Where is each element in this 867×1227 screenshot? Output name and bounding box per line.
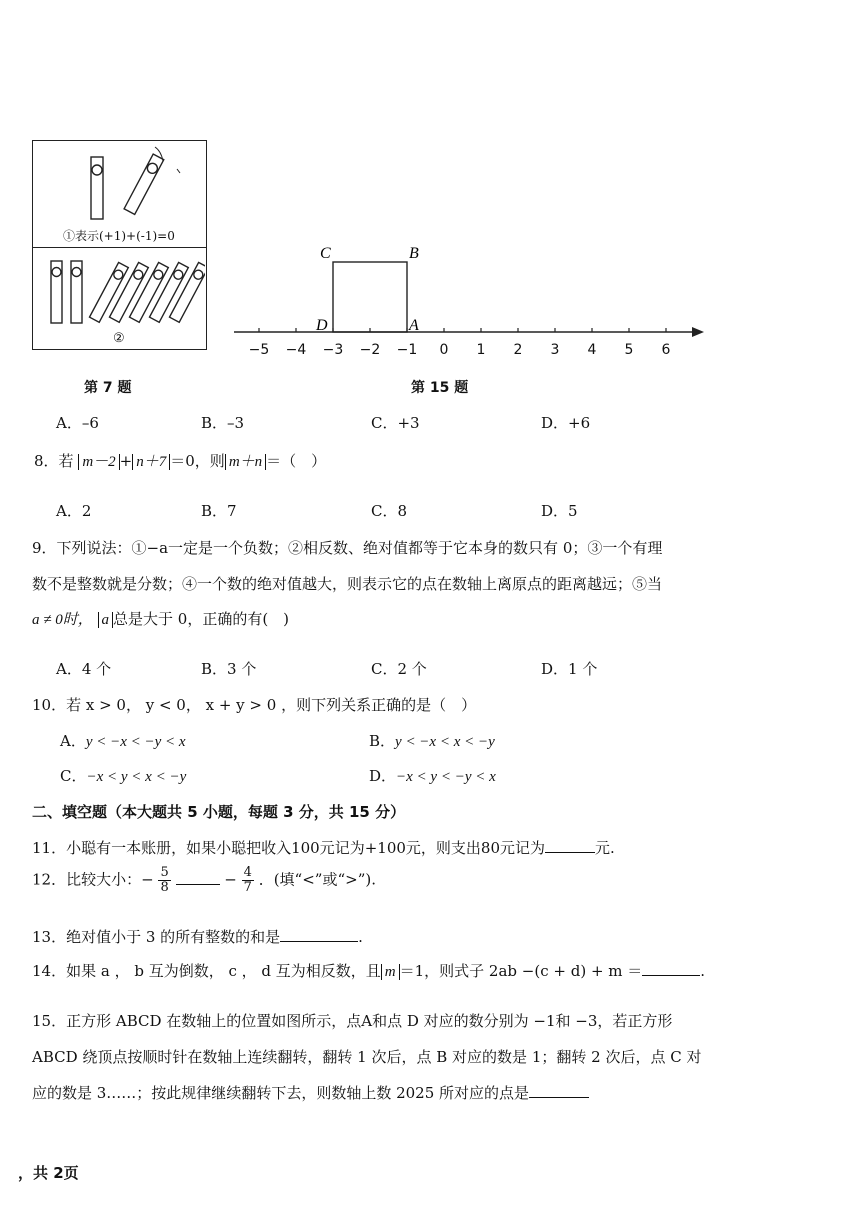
number-line-tick-label: 1 [476,342,486,358]
q7-option-b[interactable] [201,412,244,433]
figure-15-number-line [230,238,710,358]
q14-answer-blank[interactable] [642,975,700,976]
q8-end: ＝（ ） [266,452,327,470]
figure-7-label: 第 7 题 [84,380,132,396]
q8-stem [34,450,326,471]
number-line-tick-label: 0 [439,342,449,358]
option-text: 5 [568,502,578,520]
q13-answer-blank[interactable] [280,941,358,942]
number-line-tick-label: −1 [396,342,418,358]
q15-line-2: ABCD 绕顶点按顺时针在数轴上连续翻转，翻转 1 次后，点 B 对应的数是 1；翻转 2 次后，点 C 对 [32,1048,702,1066]
q15-text: 应的数是 3……；按此规律继续翻转下去，则数轴上数 2025 所对应的点是 [32,1084,530,1102]
negative-stick [124,154,164,214]
q15-line-3 [32,1082,589,1103]
option-text: y < −x < x < −y [395,734,495,750]
option-text: –6 [81,414,99,432]
section-2-title: 二、填空题（本大题共 5 小题，每题 3 分，共 15 分） [32,803,406,821]
panel-divider [33,247,206,248]
number-line-tick-label: 2 [513,342,523,358]
option-text: 2 [81,502,92,520]
q8-abs-2: n＋7 [132,454,170,470]
option-text: +6 [568,414,591,432]
q12-text: 12．比较大小：− [32,870,154,889]
q8-mid: ＝0，则 [170,452,225,470]
page-footer: ，共 2页 [18,1164,79,1182]
number-line-arrow [692,327,704,337]
option-letter: B． [369,732,396,750]
q14-expression: ＝1，则式子 2ab −(c + d) + m ＝ [399,962,643,980]
option-letter: C． [371,660,398,678]
option-letter: D． [369,767,397,785]
option-text: −x < y < x < −y [86,769,187,785]
vertex-label-b: B [409,245,419,262]
option-text: 2 个 [397,660,427,678]
q7-option-a[interactable] [56,412,99,433]
q14 [32,960,705,981]
number-line-tick-label: 3 [550,342,560,358]
q9-option-d[interactable] [541,658,597,679]
number-line-tick-label: −4 [285,342,307,358]
number-line-tick-label: −2 [359,342,381,358]
q11-text: 11．小聪有一本账册，如果小聪把收入100元记为+100元，则支出80元记为 [32,839,546,857]
number-line-tick-label: 4 [587,342,597,358]
option-letter: D． [541,660,569,678]
number-line-tick-label: 6 [661,342,671,358]
q7-option-d[interactable] [541,412,590,433]
q12-hint: ．(填“<”或“>”). [258,870,376,889]
denominator: 7 [243,880,252,895]
q15-answer-blank[interactable] [529,1097,589,1098]
number-line-tick-label: 5 [624,342,634,358]
q9-line-1: 9．下列说法：①−a一定是一个负数；②相反数、绝对值都等于它本身的数只有 0；③一个有理 [32,539,663,557]
q9-option-b[interactable] [201,658,256,679]
figure-7-box [32,140,207,350]
q10-option-d[interactable] [369,765,496,786]
q9-option-a[interactable] [56,658,111,679]
q7-option-c[interactable] [371,412,420,433]
option-letter: C． [371,414,398,432]
option-letter: A． [60,732,86,750]
q13 [32,926,363,947]
numerator: 5 [160,865,169,880]
q14-text: 14．如果 a ， b 互为倒数， c ， d 互为相反数，且 [32,962,381,980]
option-letter: C． [371,502,398,520]
figure-7-caption-1: ①表示(+1)+(-1)=0 [63,229,175,243]
q9-option-c[interactable] [371,658,427,679]
vertex-label-d: D [316,317,328,334]
q9-line-2: 数不是整数就是分数；④一个数的绝对值越大，则表示它的点在数轴上离原点的距离越远；⑤当 [32,575,663,593]
fraction-4-7 [242,866,254,895]
option-text: 4 个 [81,660,112,678]
option-text: 8 [397,502,408,520]
q8-abs-1: m－2 [78,454,119,470]
option-text: y < −x < −y < x [85,734,186,750]
option-text: –3 [227,414,245,432]
q12-answer-blank[interactable] [176,884,220,885]
q8-option-d[interactable] [541,500,578,521]
q10-stem: 10．若 x > 0， y < 0， x + y > 0 ，则下列关系正确的是（ ） [32,696,477,714]
q13-period: . [358,928,363,946]
q9-abs-a: a [98,612,114,628]
number-line-tick-label: −3 [322,342,344,358]
option-letter: D． [541,502,569,520]
q8-option-b[interactable] [201,500,237,521]
q14-period: . [700,962,706,980]
option-letter: C． [60,767,87,785]
vertex-label-a: A [409,317,419,334]
counting-sticks-figure [33,141,205,348]
numerator: 4 [243,865,252,880]
positive-stick [91,157,103,219]
option-text: 3 个 [227,660,257,678]
q9-condition: a ≠ 0时， [32,612,93,628]
q12-minus: − [224,870,237,889]
denominator: 8 [160,880,169,895]
option-letter: B． [201,660,228,678]
square-abcd [333,262,407,332]
q10-option-a[interactable] [60,730,186,751]
q10-option-c[interactable] [60,765,186,786]
q11-unit: 元. [595,839,615,857]
number-line-tick-label: −5 [248,342,270,358]
q13-text: 13．绝对值小于 3 的所有整数的和是 [32,928,281,946]
option-text: −x < y < −y < x [396,769,496,785]
q8-plus: + [119,452,133,470]
q8-prefix: 8．若 [34,452,74,470]
option-letter: A． [56,414,82,432]
q8-option-a[interactable] [56,500,91,521]
option-text: 7 [227,502,237,520]
q9-tail: 总是大于 0，正确的有( ) [113,610,290,628]
option-letter: A． [56,502,82,520]
figure-7-caption-2: ② [113,331,125,346]
q11-answer-blank[interactable] [545,852,595,853]
q8-abs-3: m＋n [225,454,266,470]
option-letter: B． [201,502,228,520]
q10-option-b[interactable] [369,730,495,751]
option-letter: A． [56,660,82,678]
option-letter: D． [541,414,569,432]
vertex-label-c: C [320,245,331,262]
option-text: 1 个 [568,660,598,678]
option-text: +3 [397,414,420,432]
option-letter: B． [201,414,228,432]
figure-15-label: 第 15 题 [411,380,469,396]
q12 [32,866,376,895]
q9-line-3 [32,608,289,629]
q15-line-1: 15．正方形 ABCD 在数轴上的位置如图所示，点A和点 D 对应的数分别为 −1和 −3，若正方形 [32,1012,673,1030]
q11 [32,837,615,858]
q14-abs-m: m [381,964,400,980]
fraction-5-8 [158,866,170,895]
q8-option-c[interactable] [371,500,407,521]
